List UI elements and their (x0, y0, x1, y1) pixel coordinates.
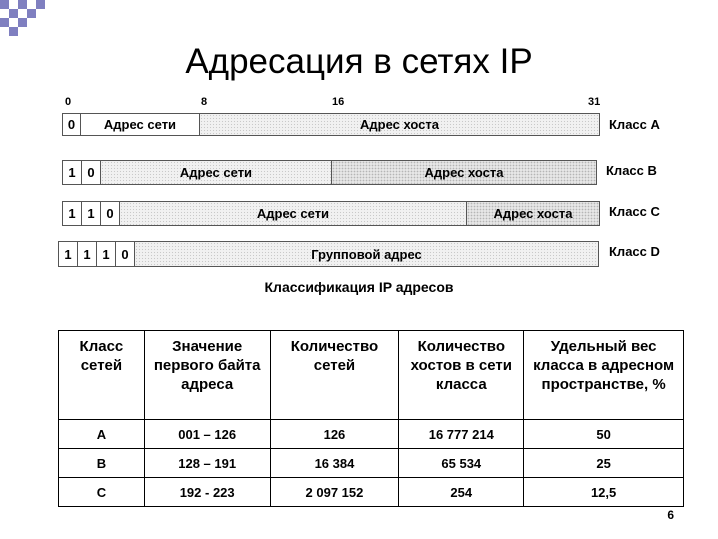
table-cell: C (59, 478, 145, 507)
class-a-host-address: Адрес хоста (200, 114, 599, 135)
table-row (59, 420, 684, 449)
class-c-network-address: Адрес сети (120, 202, 467, 225)
table-cell: B (59, 449, 145, 478)
class-b-bit-1: 1 (63, 161, 82, 184)
class-a-row (62, 113, 600, 136)
decorative-squares (0, 0, 70, 46)
header-address-share: Удельный вес класса в адресном пространстве, % (524, 331, 684, 420)
class-a-network-address: Адрес сети (81, 114, 200, 135)
class-d-bit-3: 1 (97, 242, 116, 266)
class-b-bit-2: 0 (82, 161, 101, 184)
table-cell: 128 – 191 (144, 449, 270, 478)
bit-position-8: 8 (201, 96, 208, 108)
table-cell: 192 - 223 (144, 478, 270, 507)
table-cell: 65 534 (399, 449, 524, 478)
class-b-row (62, 160, 597, 185)
table-cell: 2 097 152 (270, 478, 399, 507)
table-header-row (59, 331, 684, 420)
slide-title: Адресация в сетях IP (185, 42, 533, 81)
class-b-network-address: Адрес сети (101, 161, 332, 184)
class-d-bit-2: 1 (78, 242, 97, 266)
class-c-bit-2: 1 (82, 202, 101, 225)
class-c-bit-1: 1 (63, 202, 82, 225)
table-cell: 50 (524, 420, 684, 449)
page-number: 6 (667, 508, 674, 522)
class-d-bit-4: 0 (116, 242, 135, 266)
class-c-row (62, 201, 600, 226)
class-d-label: Класс D (609, 244, 660, 259)
class-a-bit-1: 0 (63, 114, 81, 135)
table-cell: 126 (270, 420, 399, 449)
ip-class-table (58, 330, 684, 507)
table-cell: A (59, 420, 145, 449)
classification-caption: Классификация IP адресов (264, 279, 454, 295)
bit-position-31: 31 (588, 96, 601, 108)
table-cell: 16 384 (270, 449, 399, 478)
header-first-byte: Значение первого байта адреса (144, 331, 270, 420)
table-cell: 001 – 126 (144, 420, 270, 449)
class-d-row (58, 241, 599, 267)
class-c-host-address: Адрес хоста (467, 202, 599, 225)
table-row (59, 449, 684, 478)
class-b-host-address: Адрес хоста (332, 161, 596, 184)
table-cell: 12,5 (524, 478, 684, 507)
class-c-bit-3: 0 (101, 202, 120, 225)
table-cell: 254 (399, 478, 524, 507)
class-c-label: Класс C (609, 204, 660, 219)
table-row (59, 478, 684, 507)
header-network-class: Класс сетей (59, 331, 145, 420)
bit-position-16: 16 (332, 96, 345, 108)
table-cell: 25 (524, 449, 684, 478)
header-network-count: Количество сетей (270, 331, 399, 420)
header-host-count: Количество хостов в сети класса (399, 331, 524, 420)
class-d-group-address: Групповой адрес (135, 242, 598, 266)
bit-position-0: 0 (65, 96, 72, 108)
class-d-bit-1: 1 (59, 242, 78, 266)
class-a-label: Класс A (609, 117, 660, 132)
class-b-label: Класс B (606, 163, 657, 178)
table-cell: 16 777 214 (399, 420, 524, 449)
